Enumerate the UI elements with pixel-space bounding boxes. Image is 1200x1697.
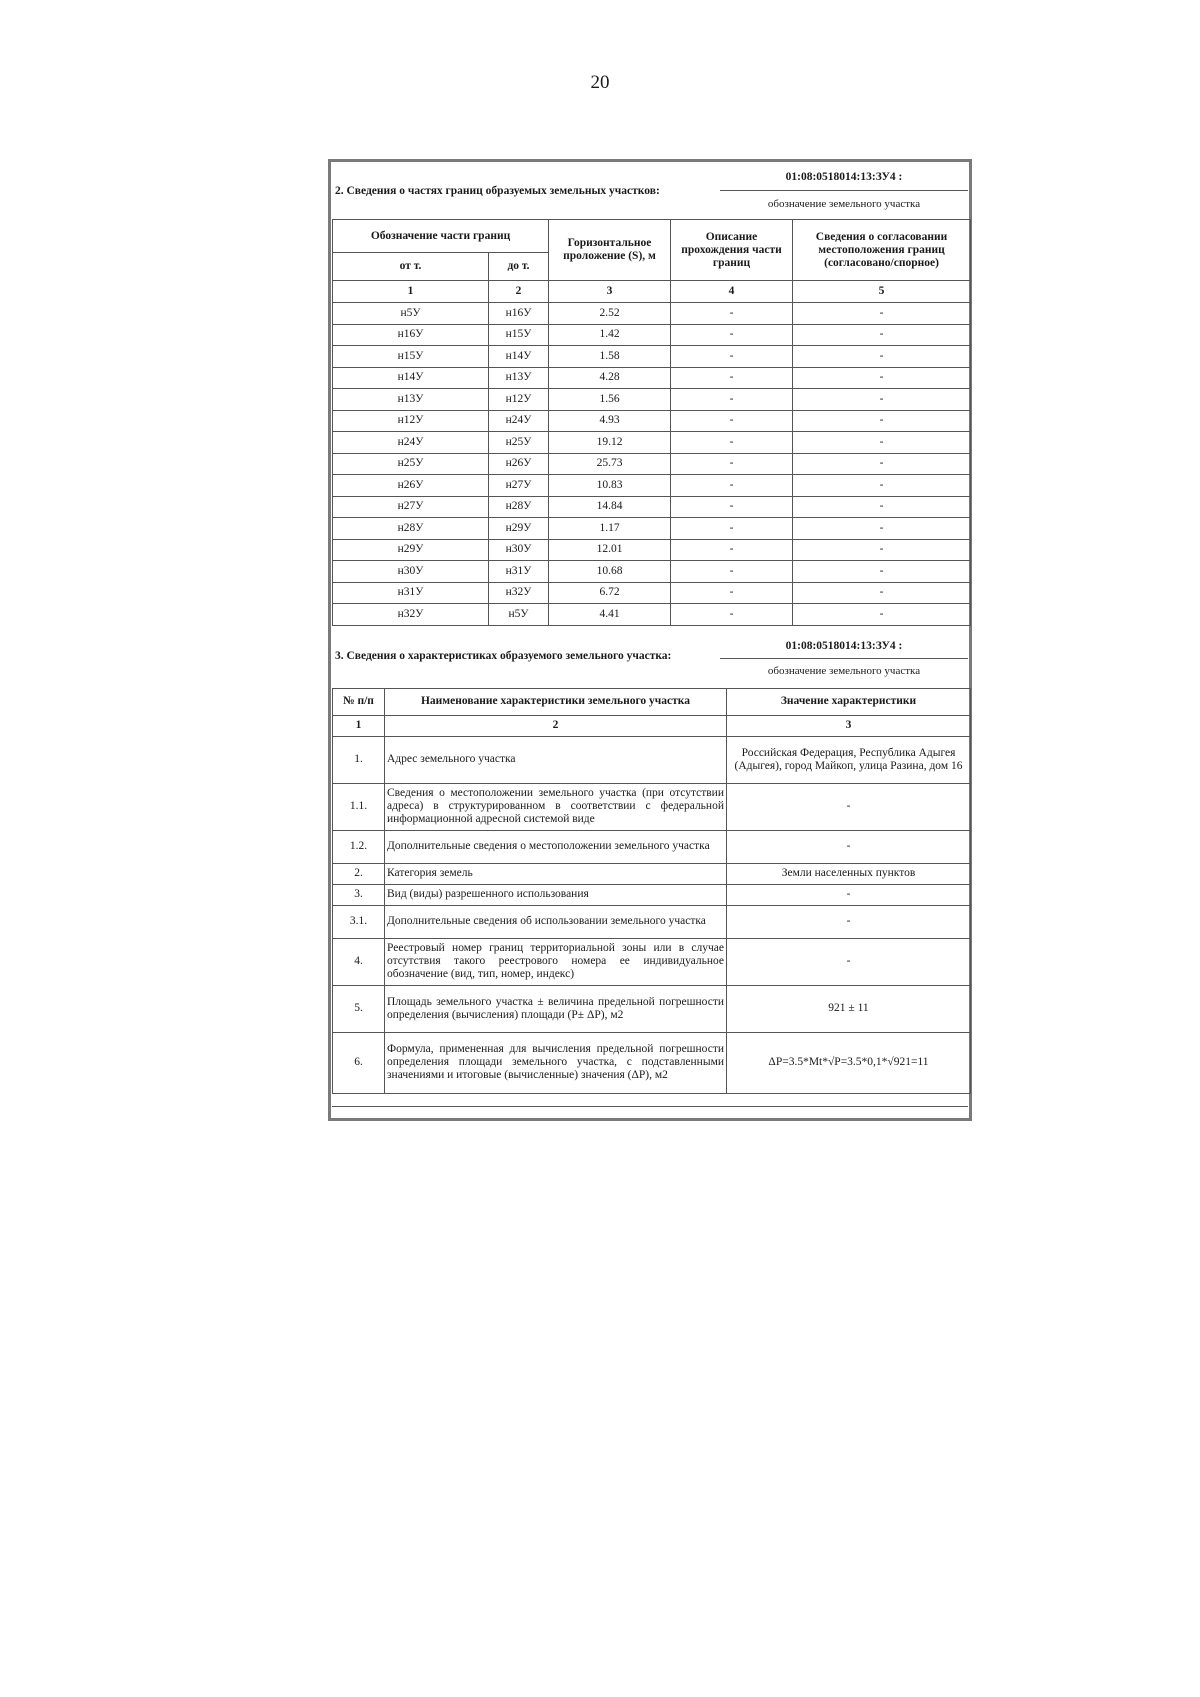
cell-from: н25У bbox=[333, 453, 489, 475]
col-number: 2 bbox=[489, 281, 549, 303]
cell-to: н24У bbox=[489, 410, 549, 432]
cell-from: н26У bbox=[333, 475, 489, 497]
cell-value: - bbox=[727, 783, 971, 830]
header-part-designation: Обозначение части границ bbox=[333, 220, 549, 253]
cell-s: 10.68 bbox=[549, 561, 671, 583]
cell-s: 6.72 bbox=[549, 582, 671, 604]
cell-desc: - bbox=[671, 303, 793, 325]
cell-agree: - bbox=[793, 410, 971, 432]
cell-to: н12У bbox=[489, 389, 549, 411]
section3-header bbox=[332, 626, 968, 688]
cell-desc: - bbox=[671, 539, 793, 561]
table-row bbox=[333, 475, 971, 497]
table-row bbox=[333, 783, 971, 830]
table-row bbox=[333, 561, 971, 583]
cell-s: 19.12 bbox=[549, 432, 671, 454]
cell-desc: - bbox=[671, 410, 793, 432]
boundary-parts-table bbox=[332, 219, 971, 626]
table-row bbox=[333, 389, 971, 411]
cell-s: 12.01 bbox=[549, 539, 671, 561]
cell-desc: - bbox=[671, 518, 793, 540]
table-row bbox=[333, 582, 971, 604]
section3-parcel-code: 01:08:0518014:13:ЗУ4 : bbox=[785, 639, 903, 652]
cell-name: Формула, примененная для вычисления предельной погрешности определения площади земельного участка, с подставленными значениями и итоговые (вычисленные) значения (ΔP), м2 bbox=[385, 1032, 727, 1093]
characteristics-table bbox=[332, 688, 971, 1094]
cell-value: - bbox=[727, 884, 971, 905]
section3-parcel bbox=[720, 626, 968, 688]
cell-desc: - bbox=[671, 453, 793, 475]
cell-agree: - bbox=[793, 389, 971, 411]
cell-desc: - bbox=[671, 324, 793, 346]
cell-to: н25У bbox=[489, 432, 549, 454]
header-agreement: Сведения о согласовании местоположения границ (согласовано/спорное) bbox=[793, 220, 971, 281]
cell-to: н29У bbox=[489, 518, 549, 540]
column-numbers-row bbox=[333, 281, 971, 303]
document-form bbox=[328, 159, 972, 1121]
cell-desc: - bbox=[671, 367, 793, 389]
cell-from: н31У bbox=[333, 582, 489, 604]
section2-parcel-code: 01:08:0518014:13:ЗУ4 : bbox=[785, 171, 903, 183]
table-row bbox=[333, 496, 971, 518]
table-row bbox=[333, 453, 971, 475]
cell-desc: - bbox=[671, 582, 793, 604]
cell-s: 1.17 bbox=[549, 518, 671, 540]
table-row bbox=[333, 539, 971, 561]
cell-to: н28У bbox=[489, 496, 549, 518]
cell-desc: - bbox=[671, 496, 793, 518]
cell-to: н32У bbox=[489, 582, 549, 604]
header-num: № п/п bbox=[333, 688, 385, 715]
cell-num: 4. bbox=[333, 938, 385, 985]
cell-to: н27У bbox=[489, 475, 549, 497]
cell-value: ΔP=3.5*Mt*√P=3.5*0,1*√921=11 bbox=[727, 1032, 971, 1093]
cell-from: н16У bbox=[333, 324, 489, 346]
cell-value: - bbox=[727, 830, 971, 863]
cell-to: н15У bbox=[489, 324, 549, 346]
cell-from: н14У bbox=[333, 367, 489, 389]
cell-num: 6. bbox=[333, 1032, 385, 1093]
section3-parcel-underline bbox=[720, 658, 968, 659]
cell-desc: - bbox=[671, 389, 793, 411]
cell-s: 4.28 bbox=[549, 367, 671, 389]
cell-s: 10.83 bbox=[549, 475, 671, 497]
cell-from: н27У bbox=[333, 496, 489, 518]
cell-from: н5У bbox=[333, 303, 489, 325]
section2-title: 2. Сведения о частях границ образуемых земельных участков: bbox=[335, 184, 660, 197]
header-horizontal: Горизонтальное проложение (S), м bbox=[549, 220, 671, 281]
header-name: Наименование характеристики земельного участка bbox=[385, 688, 727, 715]
cell-agree: - bbox=[793, 604, 971, 626]
cell-to: н5У bbox=[489, 604, 549, 626]
table-row bbox=[333, 303, 971, 325]
cell-agree: - bbox=[793, 539, 971, 561]
table-row bbox=[333, 863, 971, 884]
cell-s: 1.58 bbox=[549, 346, 671, 368]
cell-to: н26У bbox=[489, 453, 549, 475]
section2-parcel-caption: обозначение земельного участка bbox=[767, 198, 921, 210]
cell-desc: - bbox=[671, 432, 793, 454]
section2-parcel bbox=[720, 163, 968, 219]
cell-name: Реестровый номер границ территориальной зоны или в случае отсутствия такого реестрового номера ее индивидуальное обозначение (вид, тип, номер, индекс) bbox=[385, 938, 727, 985]
cell-num: 1.2. bbox=[333, 830, 385, 863]
cell-from: н28У bbox=[333, 518, 489, 540]
cell-name: Сведения о местоположении земельного участка (при отсутствии адреса) в структурированном в соответствии с федеральной информационной адресной системой виде bbox=[385, 783, 727, 830]
cell-value: Земли населенных пунктов bbox=[727, 863, 971, 884]
cell-desc: - bbox=[671, 561, 793, 583]
cell-agree: - bbox=[793, 324, 971, 346]
cell-name: Дополнительные сведения о местоположении земельного участка bbox=[385, 830, 727, 863]
table-row bbox=[333, 604, 971, 626]
section2-parcel-underline bbox=[720, 190, 968, 191]
cell-agree: - bbox=[793, 518, 971, 540]
table-row bbox=[333, 830, 971, 863]
table-row bbox=[333, 346, 971, 368]
cell-num: 5. bbox=[333, 985, 385, 1032]
cell-s: 1.42 bbox=[549, 324, 671, 346]
cell-from: н30У bbox=[333, 561, 489, 583]
cell-s: 2.52 bbox=[549, 303, 671, 325]
cell-to: н13У bbox=[489, 367, 549, 389]
cell-s: 4.41 bbox=[549, 604, 671, 626]
cell-agree: - bbox=[793, 432, 971, 454]
col-number: 1 bbox=[333, 715, 385, 736]
cell-to: н14У bbox=[489, 346, 549, 368]
cell-from: н29У bbox=[333, 539, 489, 561]
cell-s: 25.73 bbox=[549, 453, 671, 475]
cell-num: 2. bbox=[333, 863, 385, 884]
cell-value: - bbox=[727, 905, 971, 938]
col-number: 3 bbox=[727, 715, 971, 736]
table-row bbox=[333, 1032, 971, 1093]
cell-agree: - bbox=[793, 475, 971, 497]
section2-header bbox=[332, 163, 968, 219]
cell-agree: - bbox=[793, 496, 971, 518]
table-row bbox=[333, 367, 971, 389]
cell-from: н24У bbox=[333, 432, 489, 454]
bottom-strip bbox=[332, 1106, 968, 1117]
col-number: 2 bbox=[385, 715, 727, 736]
table-row bbox=[333, 938, 971, 985]
page-number: 20 bbox=[590, 72, 610, 93]
cell-agree: - bbox=[793, 346, 971, 368]
cell-value: 921 ± 11 bbox=[727, 985, 971, 1032]
cell-to: н30У bbox=[489, 539, 549, 561]
table-row bbox=[333, 432, 971, 454]
cell-num: 3. bbox=[333, 884, 385, 905]
col-number: 3 bbox=[549, 281, 671, 303]
cell-from: н15У bbox=[333, 346, 489, 368]
cell-agree: - bbox=[793, 561, 971, 583]
col-number: 1 bbox=[333, 281, 489, 303]
cell-value: - bbox=[727, 938, 971, 985]
header-description: Описание прохождения части границ bbox=[671, 220, 793, 281]
cell-agree: - bbox=[793, 453, 971, 475]
header-from: от т. bbox=[333, 253, 489, 281]
section3-title: 3. Сведения о характеристиках образуемого земельного участка: bbox=[335, 650, 672, 662]
table-row bbox=[333, 324, 971, 346]
cell-agree: - bbox=[793, 303, 971, 325]
cell-desc: - bbox=[671, 604, 793, 626]
cell-name: Площадь земельного участка ± величина предельной погрешности определения (вычисления) площади (P± ΔP), м2 bbox=[385, 985, 727, 1032]
cell-desc: - bbox=[671, 475, 793, 497]
cell-name: Категория земель bbox=[385, 863, 727, 884]
col-number: 4 bbox=[671, 281, 793, 303]
cell-agree: - bbox=[793, 582, 971, 604]
header-to: до т. bbox=[489, 253, 549, 281]
table-row bbox=[333, 518, 971, 540]
cell-from: н13У bbox=[333, 389, 489, 411]
cell-value: Российская Федерация, Республика Адыгея (Адыгея), город Майкоп, улица Разина, дом 16 bbox=[727, 736, 971, 783]
cell-num: 1. bbox=[333, 736, 385, 783]
cell-name: Адрес земельного участка bbox=[385, 736, 727, 783]
table-row bbox=[333, 736, 971, 783]
cell-s: 4.93 bbox=[549, 410, 671, 432]
cell-s: 14.84 bbox=[549, 496, 671, 518]
cell-desc: - bbox=[671, 346, 793, 368]
table-row bbox=[333, 410, 971, 432]
table-row bbox=[333, 884, 971, 905]
cell-s: 1.56 bbox=[549, 389, 671, 411]
cell-from: н12У bbox=[333, 410, 489, 432]
column-numbers-row bbox=[333, 715, 971, 736]
cell-name: Вид (виды) разрешенного использования bbox=[385, 884, 727, 905]
cell-from: н32У bbox=[333, 604, 489, 626]
cell-name: Дополнительные сведения об использовании земельного участка bbox=[385, 905, 727, 938]
cell-agree: - bbox=[793, 367, 971, 389]
cell-num: 1.1. bbox=[333, 783, 385, 830]
table-row bbox=[333, 905, 971, 938]
cell-to: н16У bbox=[489, 303, 549, 325]
section3-parcel-caption: обозначение земельного участка bbox=[767, 664, 921, 677]
table-row bbox=[333, 985, 971, 1032]
col-number: 5 bbox=[793, 281, 971, 303]
cell-num: 3.1. bbox=[333, 905, 385, 938]
cell-to: н31У bbox=[489, 561, 549, 583]
header-value: Значение характеристики bbox=[727, 688, 971, 715]
